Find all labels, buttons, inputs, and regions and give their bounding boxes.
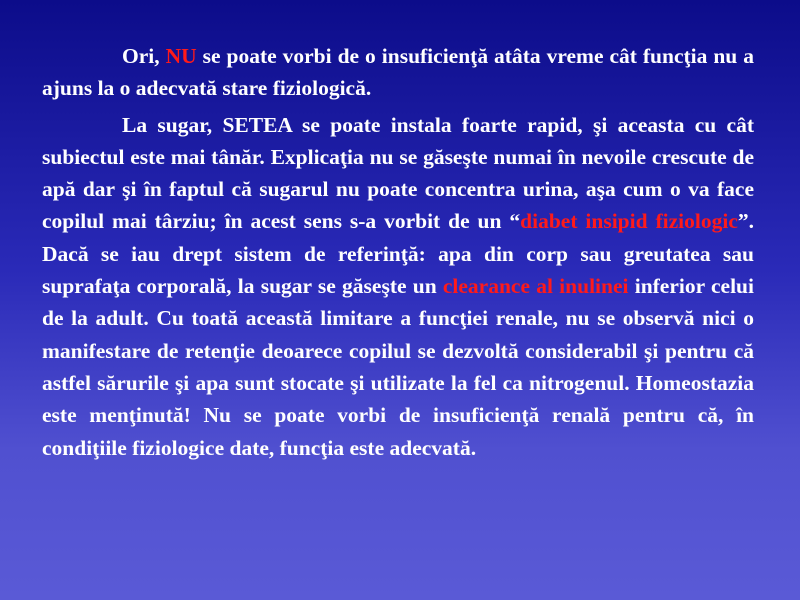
paragraph-2-text-1: La sugar, SETEA se poate instala foarte rapid, şi aceasta cu cât subiectul este mai tânăr. Explicaţia nu se găseşte numai în nevoile crescute de apă dar şi în faptul că sugarul nu poate concentra urina, aşa cum o va face copilul mai târziu; în acest sens s-a vorbit de un “: [42, 112, 754, 234]
highlight-nu: NU: [165, 44, 197, 68]
paragraph-1-text-2: se poate vorbi de o insuficienţă atâta vreme cât funcţia nu a ajuns la o adecvată stare fiziologică.: [42, 44, 754, 101]
highlight-clearance-inulina: clearance al inulinei: [442, 274, 629, 299]
paragraph-2: [42, 109, 754, 464]
paragraph-1: [42, 40, 754, 105]
paragraph-1-text-1: Ori,: [122, 44, 166, 68]
paragraph-2-text-3: inferior celui de la adult. Cu toată această limitare a funcţiei renale, nu se observă nici o manifestare de retenţie deoarece copilul se dezvoltă considerabil şi pentru că astfel sărurile şi apa sunt stocate şi utilizate la fel ca nitrogenul. Homeostazia este menţinută! Nu se poate vorbi de insuficienţă renală pentru că, în condiţiile fiziologice date, funcţia este adecvată.: [42, 274, 754, 460]
slide-text-body: [42, 40, 754, 464]
paragraph-2-text-2: ”. Dacă se iau drept sistem de referinţă: apa din corp sau greutatea sau suprafaţa corporală, la sugar se găseşte un: [42, 209, 754, 299]
highlight-diabet-insipid: diabet insipid fiziologic: [520, 209, 738, 234]
